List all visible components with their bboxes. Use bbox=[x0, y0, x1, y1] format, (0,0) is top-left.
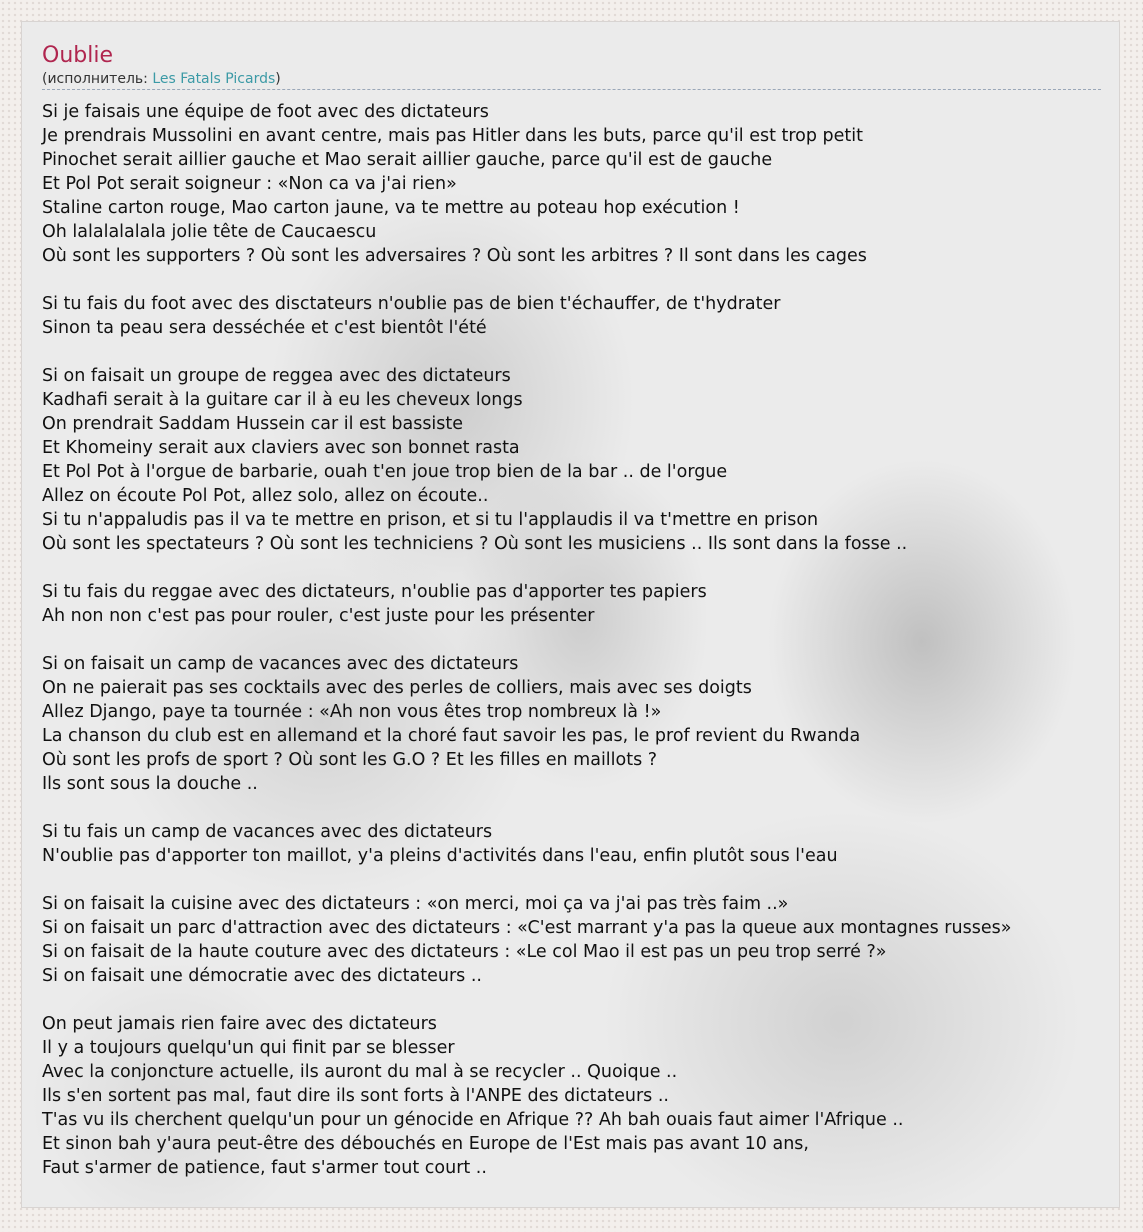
lyrics-text: Si je faisais une équipe de foot avec des dictateurs Je prendrais Mussolini en avant centre, mais pas Hitler dans les buts, parce qu'il est trop petit Pinochet serait aillier gauche et Mao serait aillier gauche, parce qu'il est de gauche Et Pol Pot serait soigneur : «Non ca va j'ai rien» Staline carton rouge, Mao carton jaune, va te mettre au poteau hop exécution ! Oh lalalalalala jolie tête de Caucaescu Où sont les supporters ? Où sont les adversaires ? Où sont les arbitres ? Il sont dans les cages Si tu fais du foot avec des disctateurs n'oublie pas de bien t'échauffer, de t'hydrater Sinon ta peau sera desséchée et c'est bientôt l'été Si on faisait un groupe de reggea avec des dictateurs Kadhafi serait à la guitare car il à eu les cheveux longs On prendrait Saddam Hussein car il est bassiste Et Khomeiny serait aux claviers avec son bonnet rasta Et Pol Pot à l'orgue de barbarie, ouah t'en joue trop bien de la bar .. de l'orgue Allez on écoute Pol Pot, allez solo, allez on écoute.. Si tu n'appaludis pas il va te mettre en prison, et si tu l'applaudis il va t'mettre en prison Où sont les spectateurs ? Où sont les techniciens ? Où sont les musiciens .. Ils sont dans la fosse .. Si tu fais du reggae avec des dictateurs, n'oublie pas d'apporter tes papiers Ah non non c'est pas pour rouler, c'est juste pour les présenter Si on faisait un camp de vacances avec des dictateurs On ne paierait pas ses cocktails avec des perles de colliers, mais avec ses doigts Allez Django, paye ta tournée : «Ah non vous êtes trop nombreux là !» La chanson du club est en allemand et la choré faut savoir les pas, le prof revient du Rwanda Où sont les profs de sport ? Où sont les G.O ? Et les filles en maillots ? Ils sont sous la douche .. Si tu fais un camp de vacances avec des dictateurs N'oublie pas d'apporter ton maillot, y'a pleins d'activités dans l'eau, enfin plutôt sous l'eau Si on faisait la cuisine avec des dictateurs : «on merci, moi ça va j'ai pas très faim ..» Si on faisait un parc d'attraction avec des dictateurs : «C'est marrant y'a pas la queue aux montagnes russes» Si on faisait de la haute couture avec des dictateurs : «Le col Mao il est pas un peu trop serré ?» Si on faisait une démocratie avec des dictateurs .. On peut jamais rien faire avec des dictateurs Il y a toujours quelqu'un qui finit par se blesser Avec la conjoncture actuelle, ils auront du mal à se recycler .. Quoique .. Ils s'en sortent pas mal, faut dire ils sont forts à l'ANPE des dictateurs .. T'as vu ils cherchent quelqu'un pour un génocide en Afrique ?? Ah bah ouais faut aimer l'Afrique .. Et sinon bah y'aura peut-être des débouchés en Europe de l'Est mais pas avant 10 ans, Faut s'armer de patience, faut s'armer tout court .. bbox=[42, 102, 1012, 1178]
artist-line bbox=[42, 70, 1101, 88]
artist-prefix: (исполнитель: bbox=[42, 71, 153, 87]
artist-suffix: ) bbox=[275, 71, 281, 87]
lyrics-panel bbox=[21, 21, 1120, 1208]
song-header bbox=[42, 42, 1101, 90]
song-title: Oublie bbox=[42, 43, 113, 68]
artist-link[interactable]: Les Fatals Picards bbox=[152, 71, 276, 87]
